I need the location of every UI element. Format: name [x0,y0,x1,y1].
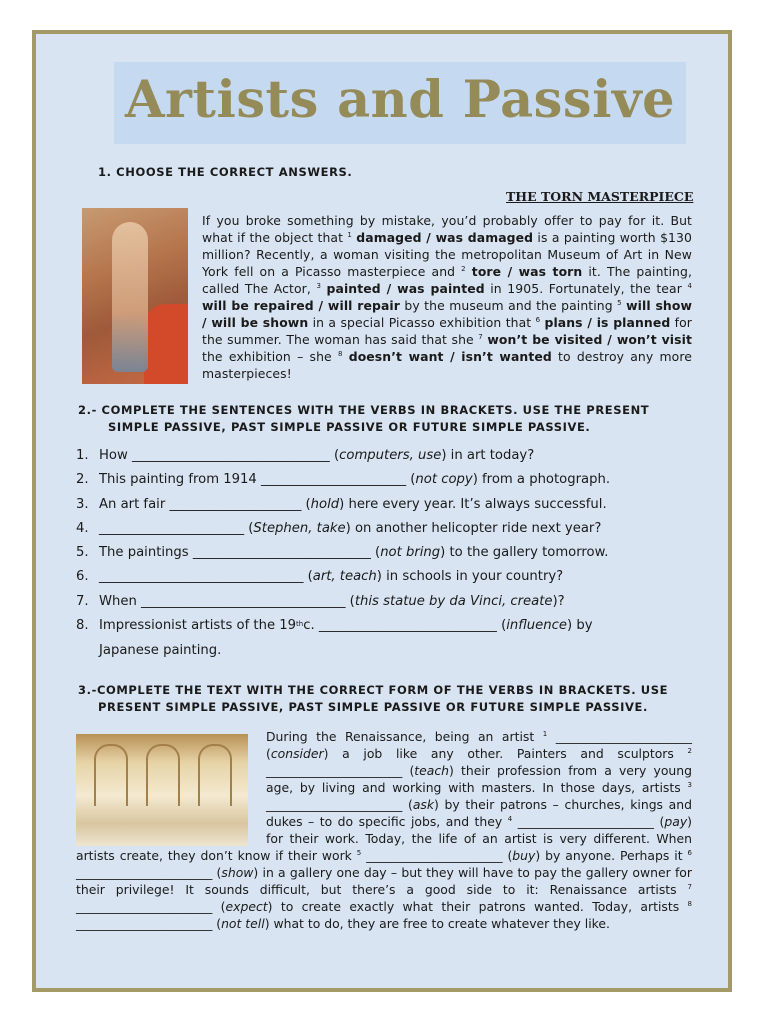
section2-heading: 2.- COMPLETE THE SENTENCES WITH THE VERBS IN BRACKETS. USE THE PRESENT SIMPLE PASSIVE, PAST SIMPLE PASSIVE OR FUTURE SIMPLE PASSIVE. [78,403,650,434]
picasso-actor-painting [82,208,188,384]
exercise-item: 2. This painting from 1914 ______________________ (not copy) from a photograph. [76,472,611,487]
section1-paragraph: If you broke something by mistake, you’d probably offer to pay for it. But what if the object that $^1$ damaged / was damaged is a painting worth $130 million? Recently, a woman visiting the metropolitan Museum of Art in New York fell on a Picasso masterpiece and $^2$ tore / was torn it. The painting, called The Actor, $^3$ painted / was painted in 1905. Fortunately, the tear $^4$ will be repaired / will repair by the museum and the painting $^5$ will show / will be shown in a special Picasso exhibition that $^6$ plans / is planned for the summer. The woman has said that she $^7$ won’t be visited / won’t visit the exhibition – she $^8$ doesn’t want / isn’t wanted to destroy any more masterpieces! [202,213,693,381]
story-title: THE TORN MASTERPIECE [506,189,694,204]
section3-paragraph: During the Renaissance, being an artist $^1$ ______________________ (consider) a job like any other. Painters and sculptors $^2$ ______________________ (teach) their profession from a very young age, by living and working with masters. In those days, artists $^3$ ______________________ (ask) by their patrons – churches, kings and dukes – to do specific jobs, and they $^4$ ______________________ (pay) for their work. Today, the life of an artist is very different. When artists create, they don’t know if their work $^5$ ______________________ (buy) by anyone. Perhaps it $^6$ ______________________ (show) in a gallery one day – but they will have to pay the gallery owner for their privilege! It sounds difficult, but there’s a good side to it: Renaissance artists $^7$ ______________________ (expect) to create exactly what their patrons wanted. Today, artists $^8$ ______________________ (not tell) what to do, they are free to create whatever they like. [76,729,692,931]
exercise-item: Japanese painting. [99,643,222,658]
exercise-item: 8. Impressionist artists of the 19thc. ___________________________ (influence) by [76,618,593,633]
section1-heading: 1. CHOOSE THE CORRECT ANSWERS. [98,165,353,179]
section3-heading: 3.-COMPLETE THE TEXT WITH THE CORRECT FORM OF THE VERBS IN BRACKETS. USE PRESENT SIMPLE PASSIVE, PAST SIMPLE PASSIVE OR FUTURE SIMPLE PASSIVE. [78,683,669,714]
exercise-item: 3. An art fair ____________________ (hold) here every year. It’s always successful. [76,497,607,512]
exercise-item: 6. _______________________________ (art, teach) in schools in your country? [76,569,564,584]
worksheet-frame [32,30,732,992]
exercise-item: 7. When _______________________________ (this statue by da Vinci, create)? [76,594,565,609]
exercise-item: 1. How ______________________________ (computers, use) in art today? [76,448,535,463]
exercise-item: 4. ______________________ (Stephen, take) on another helicopter ride next year? [76,521,602,536]
title-banner [114,62,686,144]
page-title: Artists and Passive [124,70,676,130]
exercise-item: 5. The paintings ___________________________ (not bring) to the gallery tomorrow. [76,545,609,560]
